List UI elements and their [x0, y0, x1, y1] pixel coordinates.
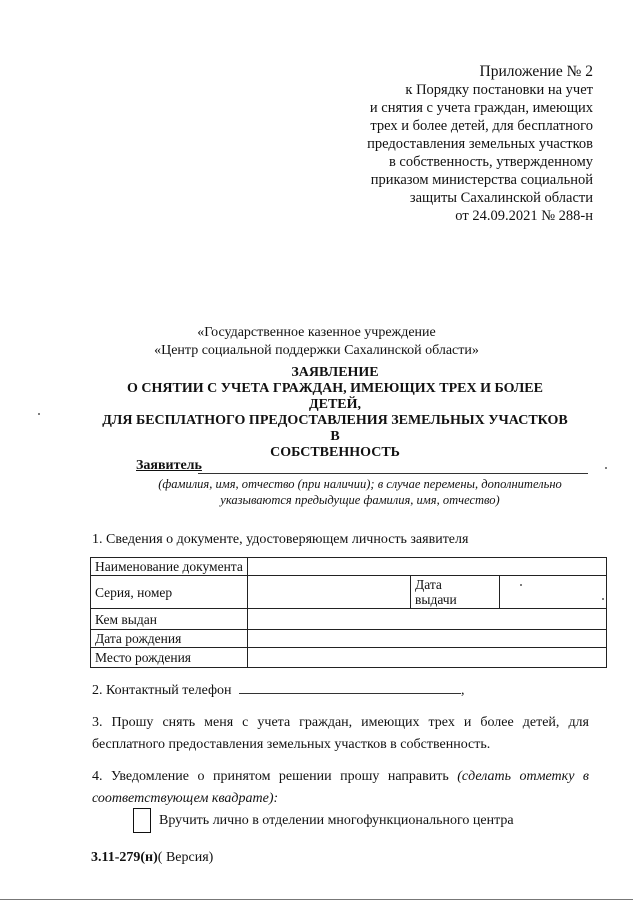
appendix-line: приказом министерства социальной: [370, 172, 593, 188]
issue-date-cell[interactable]: [500, 576, 607, 609]
issued-by-cell[interactable]: [248, 609, 607, 630]
birth-date-cell[interactable]: [248, 630, 607, 648]
scan-speck: [605, 467, 607, 469]
applicant-hint: [140, 476, 580, 508]
table-row: [91, 648, 607, 668]
issue-date-label-line-2: выдачи: [415, 592, 457, 607]
recipient-block: [0, 324, 633, 360]
form-code-number: 3.11-279(н): [91, 850, 158, 865]
form-code-version: ( Версия): [157, 850, 214, 865]
appendix-line: предоставления земельных участков: [367, 136, 593, 152]
doc-name-label: Наименование документа: [91, 558, 248, 576]
applicant-hint-line-2: указываются предыдущие фамилия, имя, отчество): [220, 493, 500, 507]
table-row: [91, 630, 607, 648]
appendix-number: Приложение № 2: [479, 63, 593, 80]
appendix-line: в собственность, утвержденному: [388, 154, 593, 170]
recipient-line-2: «Центр социальной поддержки Сахалинской области»: [154, 343, 479, 358]
heading-line-1: О СНЯТИИ С УЧЕТА ГРАЖДАН, ИМЕЮЩИХ ТРЕХ И БОЛЕЕ ДЕТЕЙ,: [127, 381, 543, 412]
applicant-label: Заявитель: [136, 458, 202, 473]
birth-date-label: Дата рождения: [91, 630, 248, 648]
appendix-line: к Порядку постановки на учет: [405, 82, 593, 98]
appendix-line: и снятия с учета граждан, имеющих: [369, 100, 593, 116]
deliver-in-person-label: Вручить лично в отделении многофункционального центра: [159, 813, 514, 828]
section-4-text: 4. Уведомление о принятом решении прошу направить: [92, 769, 449, 784]
applicant-field: [136, 458, 588, 474]
birth-place-cell[interactable]: [248, 648, 607, 668]
section-1-title: 1. Сведения о документе, удостоверяющем личность заявителя: [92, 532, 469, 547]
appendix-order-date: от 24.09.2021 № 288-н: [455, 208, 593, 224]
appendix-block: [313, 63, 593, 225]
form-code: [91, 850, 213, 866]
applicant-input-line[interactable]: [198, 473, 588, 474]
heading-line-3: СОБСТВЕННОСТЬ: [270, 445, 400, 460]
applicant-hint-line-1: (фамилия, имя, отчество (при наличии); в случае перемены, дополнительно: [158, 477, 562, 491]
phone-suffix: ,: [461, 683, 465, 698]
phone-input-line[interactable]: [239, 680, 461, 694]
series-number-label: Серия, номер: [91, 576, 248, 609]
page-bottom-rule: [0, 899, 633, 900]
document-heading: [100, 365, 570, 461]
scan-speck: [38, 413, 40, 415]
document-title: ЗАЯВЛЕНИЕ: [291, 365, 379, 380]
issue-date-label: [411, 576, 500, 609]
appendix-line: трех и более детей, для бесплатного: [370, 118, 593, 134]
phone-field: [92, 680, 465, 699]
table-row: [91, 558, 607, 576]
birth-place-label: Место рождения: [91, 648, 248, 668]
table-row: [91, 576, 607, 609]
doc-name-cell[interactable]: [248, 558, 607, 576]
scan-speck: [520, 584, 522, 586]
series-number-cell[interactable]: [248, 576, 411, 609]
section-4-hint: (сделать отметку в соответствующем квадрате):: [92, 769, 589, 806]
appendix-line: защиты Сахалинской области: [409, 190, 593, 206]
deliver-in-person-checkbox[interactable]: [133, 808, 151, 833]
issued-by-label: Кем выдан: [91, 609, 248, 630]
identity-document-table: [90, 557, 607, 668]
section-3-request: 3. Прошу снять меня с учета граждан, имеющих трех и более детей, для бесплатного предоставления земельных участков в собственность.: [92, 715, 589, 752]
scan-speck: [602, 598, 604, 600]
issue-date-label-line-1: Дата: [415, 577, 442, 592]
phone-label: 2. Контактный телефон: [92, 683, 232, 698]
section-4-notification: [92, 766, 589, 810]
heading-line-2: ДЛЯ БЕСПЛАТНОГО ПРЕДОСТАВЛЕНИЯ ЗЕМЕЛЬНЫХ УЧАСТКОВ В: [102, 413, 568, 444]
recipient-line-1: «Государственное казенное учреждение: [197, 325, 436, 340]
table-row: [91, 609, 607, 630]
